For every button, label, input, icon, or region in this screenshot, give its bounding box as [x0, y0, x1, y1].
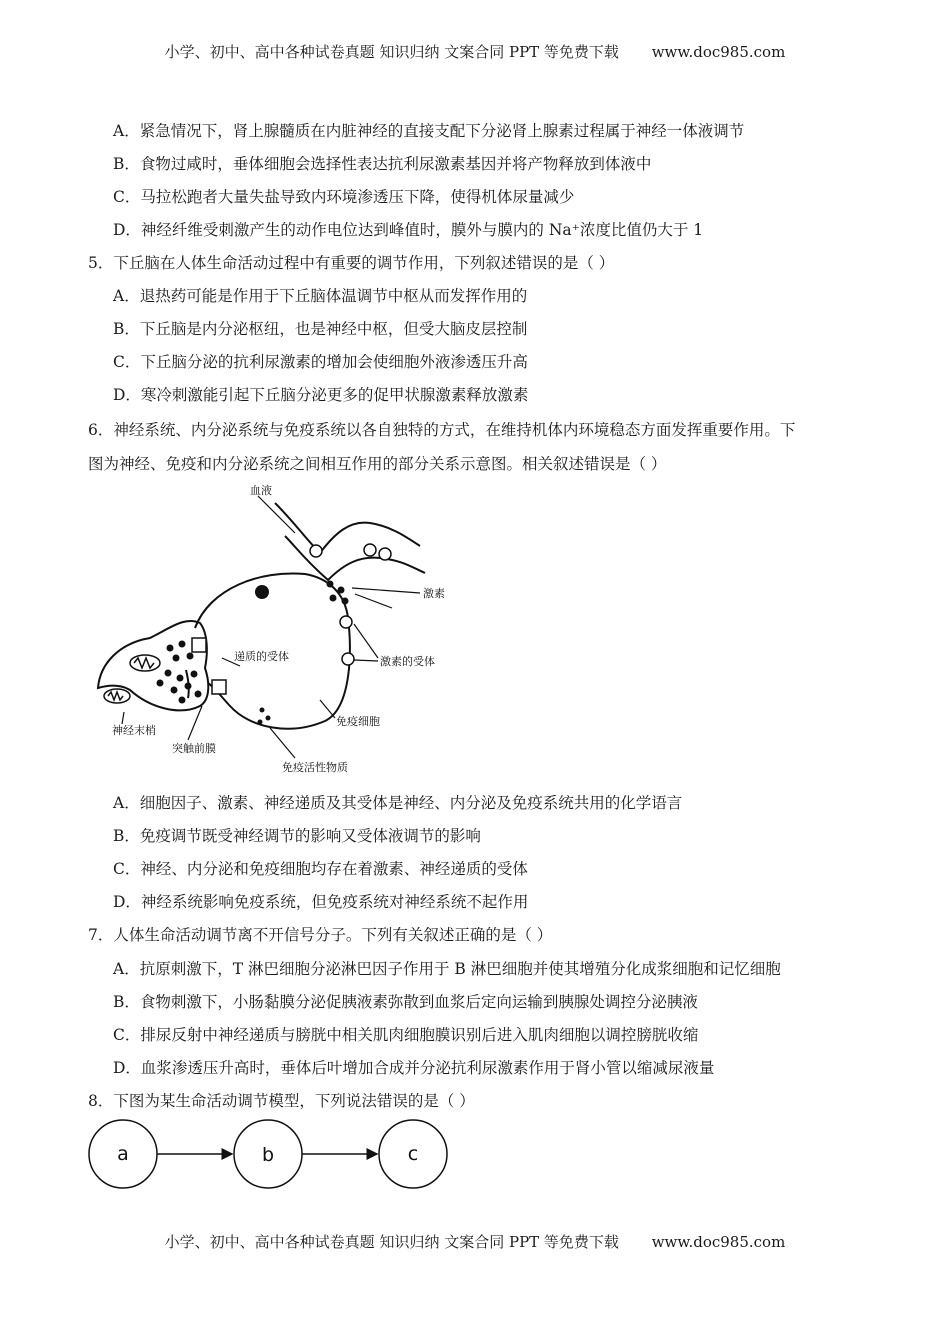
footer-url[interactable]: www.doc985.com	[651, 1233, 786, 1251]
blood-vessel-wall-upper	[275, 503, 420, 553]
hormone-receptor-1	[340, 616, 352, 628]
q6-option-d: D．神经系统影响免疫系统，但免疫系统对神经系统不起作用	[113, 893, 529, 911]
q8-model-diagram	[85, 1118, 465, 1194]
q7-option-d: D．血浆渗透压升高时，垂体后叶增加合成并分泌抗利尿激素作用于肾小管以缩减尿液量	[113, 1059, 715, 1077]
q7-option-a: A．抗原刺激下，T 淋巴细胞分泌淋巴因子作用于 B 淋巴细胞并使其增殖分化成浆细胞和记忆细胞	[113, 960, 781, 978]
immune-active-substance-dots	[258, 708, 271, 725]
label-immune-active-substance: 免疫活性物质	[282, 761, 348, 774]
q6-figure	[90, 478, 470, 778]
node-a-label: a	[117, 1143, 129, 1165]
label-blood: 血液	[250, 484, 272, 497]
q5-option-d: D．寒冷刺激能引起下丘脑分泌更多的促甲状腺激素释放激素	[113, 386, 529, 404]
q6-option-b: B．免疫调节既受神经调节的影响又受体液调节的影响	[113, 827, 481, 845]
q4-option-a: A．紧急情况下，肾上腺髓质在内脏神经的直接支配下分泌肾上腺素过程属于神经一体液调节	[113, 122, 745, 140]
q7-option-c: C．排尿反射中神经递质与膀胱中相关肌肉细胞膜识别后进入肌肉细胞以调控膀胱收缩	[113, 1026, 699, 1044]
q4-option-d: D．神经纤维受刺激产生的动作电位达到峰值时，膜外与膜内的 Na⁺浓度比值仍大于 1	[113, 221, 704, 239]
page-footer	[0, 1231, 950, 1252]
node-b-label: b	[261, 1144, 275, 1166]
q4-option-c: C．马拉松跑者大量失盐导致内环境渗透压下降，使得机体尿量减少	[113, 188, 575, 206]
q7-option-b: B．食物刺激下，小肠黏膜分泌促胰液素弥散到血浆后定向运输到胰腺处调控分泌胰液	[113, 993, 698, 1011]
label-presynaptic-membrane: 突触前膜	[172, 742, 216, 755]
transmitter-receptor-2	[212, 680, 226, 694]
q6-option-a: A．细胞因子、激素、神经递质及其受体是神经、内分泌及免疫系统共用的化学语言	[113, 794, 683, 812]
node-c-label: c	[407, 1143, 419, 1165]
label-immune-cell: 免疫细胞	[336, 715, 380, 728]
page-header	[0, 41, 950, 62]
q7-stem: 7．人体生命活动调节离不开信号分子。下列有关叙述正确的是（ ）	[88, 926, 553, 944]
label-transmitter-receptor: 递质的受体	[234, 650, 289, 663]
q5-option-a: A．退热药可能是作用于下丘脑体温调节中枢从而发挥作用的	[113, 287, 528, 305]
label-hormone-receptor: 激素的受体	[380, 655, 435, 668]
q5-option-b: B．下丘脑是内分泌枢纽，也是神经中枢，但受大脑皮层控制	[113, 320, 528, 338]
q6-stem-line2: 图为神经、免疫和内分泌系统之间相互作用的部分关系示意图。相关叙述错误是（ ）	[88, 455, 667, 473]
immune-cell-nucleus	[255, 585, 269, 599]
transmitter-receptor-1	[192, 638, 206, 652]
q6-option-c: C．神经、内分泌和免疫细胞均存在着激素、神经递质的受体	[113, 860, 528, 878]
q5-option-c: C．下丘脑分泌的抗利尿激素的增加会使细胞外液渗透压升高	[113, 353, 528, 371]
label-nerve-ending: 神经末梢	[112, 724, 156, 737]
mitochondria	[104, 655, 160, 703]
q6-stem-line1: 6．神经系统、内分泌系统与免疫系统以各自独特的方式，在维持机体内环境稳态方面发挥重要作用。下	[88, 421, 796, 439]
q5-stem: 5．下丘脑在人体生命活动过程中有重要的调节作用，下列叙述错误的是（ ）	[88, 254, 615, 272]
q8-stem: 8．下图为某生命活动调节模型，下列说法错误的是（ ）	[88, 1092, 475, 1110]
header-title: 小学、初中、高中各种试卷真题 知识归纳 文案合同 PPT 等免费下载	[164, 43, 619, 61]
label-hormone: 激素	[423, 587, 445, 600]
hormone-receptor-2	[342, 653, 354, 665]
q4-option-b: B．食物过咸时，垂体细胞会选择性表达抗利尿激素基因并将产物释放到体液中	[113, 155, 652, 173]
footer-title: 小学、初中、高中各种试卷真题 知识归纳 文案合同 PPT 等免费下载	[164, 1233, 619, 1251]
header-url[interactable]: www.doc985.com	[651, 43, 786, 61]
